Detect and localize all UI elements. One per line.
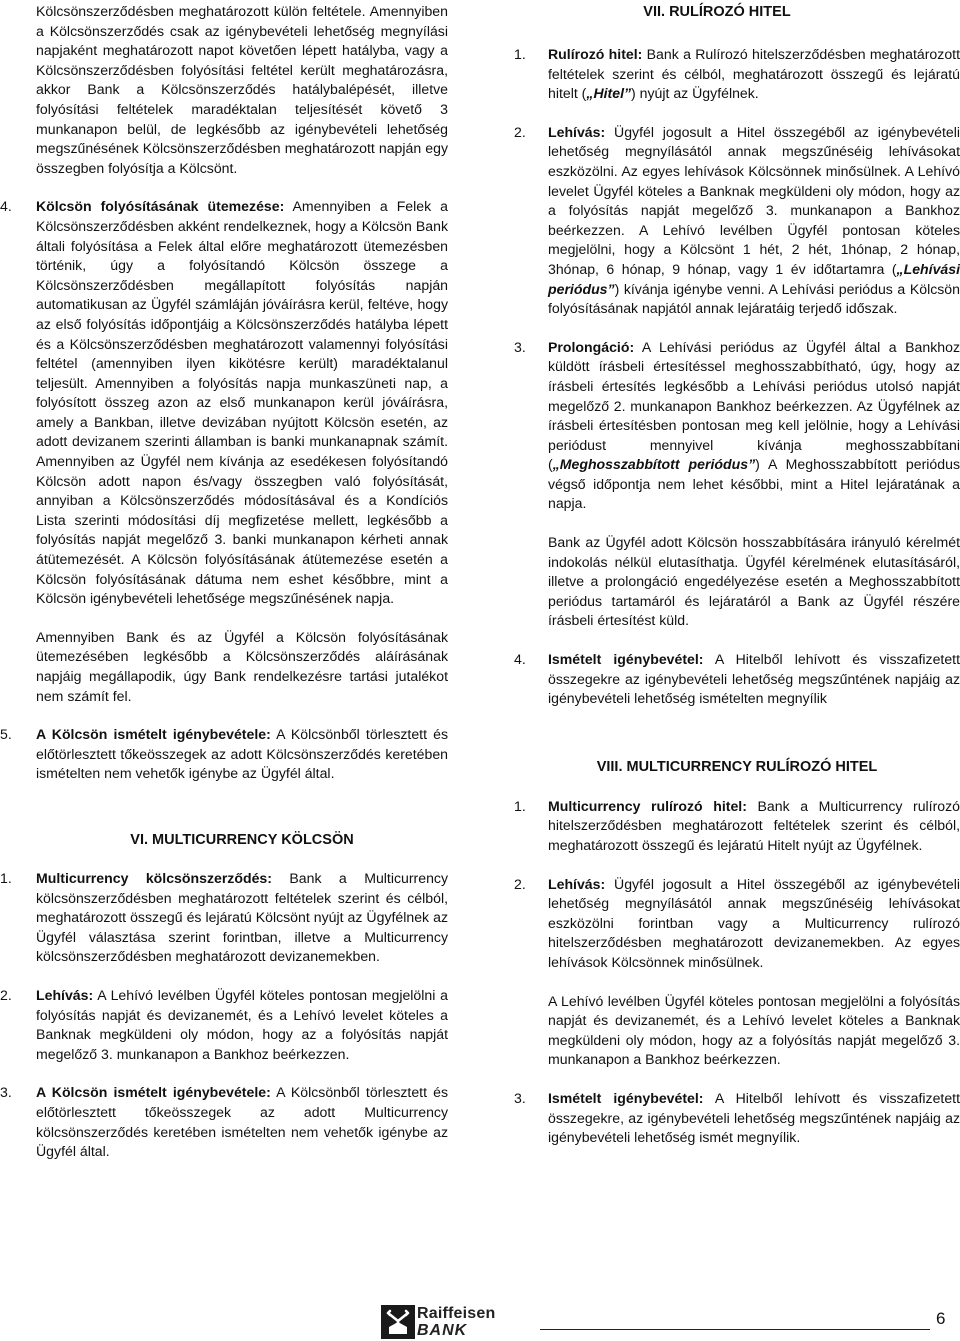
item-text: Bank a Rulírozó hitelszerződésben meghatározott feltételek szerint és célból, meghatározott összegű és lejáratú hitelt ( [548,46,960,102]
item-vii-3 [514,338,960,514]
item-number: 1. [0,869,12,886]
item-number: 3. [514,338,526,355]
item-title: A Kölcsön ismételt igénybevétele: [36,726,271,743]
item-vii-2 [514,123,960,319]
left-column [0,2,449,1162]
item-text: Bank a Multicurrency kölcsönszerződésben meghatározott feltételek szerint és célból, meghatározott összegű és lejáratú Kölcsönt nyújt az Ügyfélnek az Ügyfél választása szerint forintban, illetve a Multicurrency kölcsönszerződésben meghatározott devizanemekben. [36,869,448,965]
raiffeisen-gable-icon [381,1305,415,1339]
item-text-end: ) kívánja igénybe venni. A Lehívási periódus a Kölcsön folyósításának napjától annak lejáratáig terjedő időszak. [548,280,960,317]
defined-term: „Lehívási periódus” [548,260,960,297]
item-viii-2 [514,875,960,973]
item-vii-4 [514,650,960,709]
page-number: 6 [936,1309,946,1328]
item-text: Ügyfél jogosult a Hitel összegéből az igénybevételi lehetőség megnyílásától annak megszűnéséig lehívásokat eszközölni forintban vagy a Multicurrency rulírozó hitelszerződésben meghatározott devizanemekben. Az egyes lehívások Kölcsönnek minősülnek. [548,875,960,970]
item-text: A Lehívó levélben Ügyfél köteles pontosan megjelölni a folyósítás napját és devizanemét, és a Lehívó levelet köteles a Banknak megküldeni oly módon, hogy az a folyósítás napját megelőző 3. munkanapon a Bankhoz beérkezzen. [36,986,448,1062]
paragraph-drawdown-letter: A Lehívó levélben Ügyfél köteles pontosan megjelölni a folyósítás napját és devizanemét, és a Lehívó levelet köteles a Banknak megküldeni oly módon, hogy az a folyósítás napját megelőző 3. munkanapon a Bankhoz beérkezzen. [548,992,960,1068]
item-text: A Hitelből lehívott és visszafizetett összegekre, az igénybevételi lehetőség megszűntének napjáig az igénybevételi lehetőség ismét megnyílik. [548,1089,960,1146]
paragraph-prolongation-rejection: Bank az Ügyfél adott Kölcsön hosszabbítására irányuló kérelmét indokolás nélkül elutasíthatja. Ügyfél kérelmének elutasításáról, illetve a prolongáció engedélyezése esetén a Meghosszabbított periódus tartamáról és lejáratáról a Bank az Ügyfél részére írásbeli értesítést küld. [548,534,960,629]
item-number: 3. [514,1089,526,1106]
item-text: A Lehívási periódus az Ügyfél által a Bankhoz küldött írásbeli értesítéssel meghosszabbítható, úgy, hogy az írásbeli értesítés legkésőbb a Lehívási periódus utolsó napját megelőző 2. munkanapon Bankhoz beérkezzen. Az Ügyfélnek az írásbeli értesítésben pontosan meg kell jelölnie, hogy a Lehívási periódust mennyivel kívánja meghosszabbítani ( [548,338,960,473]
paragraph-disbursement-continued: Kölcsönszerződésben meghatározott külön feltétele. Amennyiben a Kölcsönszerződés csak az igénybevételi lehetőség megnyílási napjaként meghatározott napot követően lépett hatályba, vagy a Kölcsönszerződésben folyósítási feltétel került meghatározásra, akkor Bank a Kölcsönszerződés hatálybalépését, illetve folyósítási feltételek maradéktalan teljesítését követő 3 munkanapon belül, de legkésőbb az igénybevételi lehetőség megszűnésének Kölcsönszerződésben meghatározott napján egy összegben folyósítja a Kölcsönt. [36,3,448,176]
item-title: Lehívás: [548,875,606,892]
defined-term: „Hitel” [586,85,632,102]
item-title: A Kölcsön ismételt igénybevétele: [36,1084,271,1101]
raiffeisen-bank-logo [381,1305,506,1341]
item-title: Rulírozó hitel: [548,46,643,62]
section-heading-vi: VI. MULTICURRENCY KÖLCSÖN [130,831,354,848]
item-vi-2 [0,986,448,1064]
item-number: 2. [514,875,526,892]
item-title: Multicurrency rulírozó hitel: [548,797,747,814]
item-text: Bank a Multicurrency rulírozó hitelszerződésben meghatározott feltételek szerint és célból, meghatározott összegű és lejáratú Hitelt nyújt az Ügyfélnek. [548,797,960,853]
item-5-reuse [0,725,448,784]
item-text-end: ) A Meghosszabbított periódus végső időpontja nem lehet későbbi, mint a Hitel lejáratának a napja. [548,456,960,512]
item-title: Lehívás: [548,123,606,140]
item-number: 5. [0,726,12,743]
item-text: A Kölcsönből törlesztett és előtörlesztett tőkeösszegek az adott Kölcsönszerződés keretében ismételten nem vehetők igénybe az Ügyfél által. [36,726,449,782]
item-title: Ismételt igénybevétel: [548,1089,704,1106]
item-title: Prolongáció: [548,338,635,355]
item-viii-1 [514,797,960,856]
item-number: 4. [0,198,12,215]
item-viii-3 [514,1089,960,1148]
item-number: 1. [514,797,526,814]
logo-text-bank: BANK [417,1322,468,1339]
item-text: Ügyfél jogosult a Hitel összegéből az igénybevételi lehetőség megnyílásától annak megszűnéséig lehívásokat eszközölni. Az egyes lehívások Kölcsönnek minősülnek. A Lehívó levelet Ügyfél köteles a Banknak megküldeni oly módon, hogy az a folyósítás napját megelőző 3. munkanapon a Bankhoz beérkezzen. A Lehívó levélben Ügyfél pontosan köteles megjelölni, hogy a Kölcsönt 1 hét, 2 hét, 1hónap, 2 hónap, 3hónap, 6 hónap, 9 hónap, vagy 1 év időtartamra ( [548,123,960,277]
item-title: Kölcsön folyósításának ütemezése: [36,198,285,215]
item-text-end: ) nyújt az Ügyfélnek. [631,85,759,102]
item-vii-1 [514,45,960,104]
item-4-scheduling [0,197,448,608]
section-heading-vii: VII. RULÍROZÓ HITEL [643,4,791,20]
logo-text-raiffeisen: Raiffeisen [417,1305,496,1322]
item-text: Amennyiben a Felek a Kölcsönszerződésben akként rendelkeznek, hogy a Kölcsön Bank általi folyósítása a Felek által előre meghatározott ütemezésben történik, úgy a folyósítandó Kölcsön összege a Kölcsönszerződésben megállapított folyósítás napján automatikusan az Ügyfél számláján jóváírásra kerül, feltéve, hogy az első folyósítás időpontjáig a Kölcsönszerződés hatályba lépett és a Kölcsönszerződésben meghatározott valamennyi folyósítási feltétel (amennyiben ilyen kikötésre került) maradéktalanul teljesült. Amennyiben a folyósítás napja munkaszüneti nap, a folyósított összeg azon az első munkanapon kerül jóváírásra, amely a Bankban, illetve devizában nyújtott Kölcsön esetén, az adott devizanem szerinti államban is banki munkanapnak számít. Amennyiben az Ügyfél nem kívánja az esedékesen folyósítandó Kölcsön adott napon és/vagy összegben való folyósítását, annyiban a Kölcsönszerződés módosításával és a Kondíciós Lista szerinti módosítási díj megfizetése mellett, legkésőbb a folyósítás napját megelőző 3. banki munkanapon kérheti annak átütemezését. A Kölcsön folyósításának átütemezése esetén a Kölcsön folyósításának dátuma nem eshet későbbre, mint a Kölcsön igénybevételi lehetősége megszűnésének napja. [36,198,448,607]
footer-rule [540,1329,930,1330]
item-vi-3 [0,1083,448,1161]
section-heading-viii: VIII. MULTICURRENCY RULÍROZÓ HITEL [596,758,878,775]
item-vi-1 [0,869,448,967]
paragraph-commitment-fee: Amennyiben Bank és az Ügyfél a Kölcsön folyósításának ütemezésében legkésőbb a Kölcsönszerződés aláírásának napjáig megállapodik, úgy Bank rendelkezésre tartási jutalékot nem számít fel. [36,628,448,704]
item-number: 1. [514,46,526,62]
item-title: Lehívás: [36,986,94,1003]
item-number: 2. [514,123,526,140]
item-title: Ismételt igénybevétel: [548,651,704,668]
item-title: Multicurrency kölcsönszerződés: [36,869,272,886]
item-number: 4. [514,651,526,668]
item-text: A Kölcsönből törlesztett és előtörlesztett tőkeösszegek az adott Multicurrency kölcsönszerződés keretében ismételten nem vehetők igénybe az Ügyfél által. [36,1084,449,1160]
item-text: A Hitelből lehívott és visszafizetett összegekre az igénybevételi lehetőség megszűntének napjáig az igénybevételi lehetőség ismételten megnyílik [548,651,960,707]
item-number: 2. [0,986,12,1003]
item-number: 3. [0,1084,12,1101]
right-column [514,2,960,1148]
defined-term: „Meghosszabbított periódus” [552,456,756,473]
